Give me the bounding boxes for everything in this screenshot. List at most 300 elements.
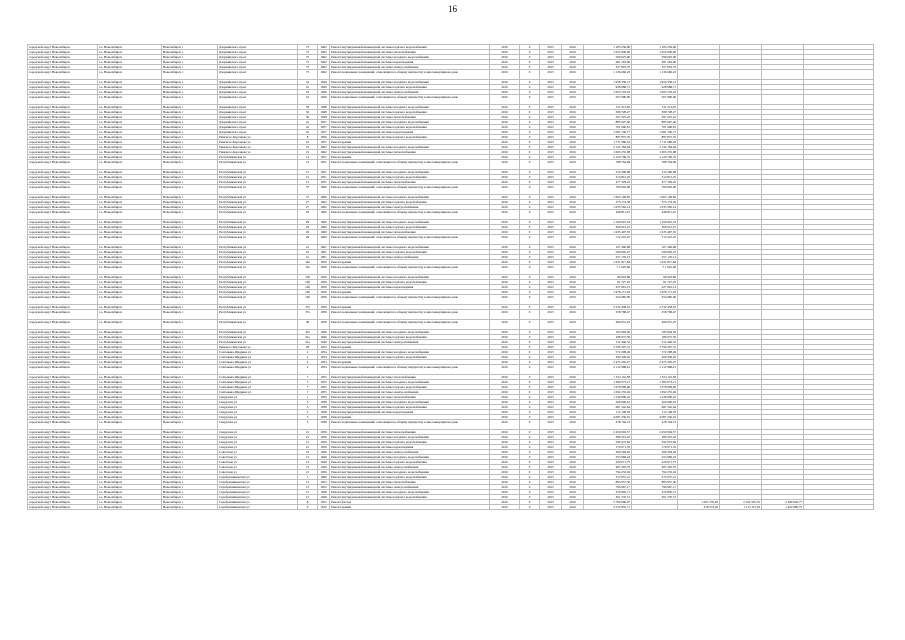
fund-cost-cell: 1 384 073,15 [632,380,678,385]
fund-cost-cell: 1 635 497,55 [632,230,678,235]
municipality-cell: г.о. Новосибирск [98,135,162,140]
municipality-cell: г.о. Новосибирск [98,290,162,295]
end-year-cell: 2016 [562,430,584,435]
district-cell: городской округ Новосибирск [28,460,98,465]
house-number-cell: 29 [298,230,318,235]
street-cell: Римского-Корсакова ул [218,145,298,150]
house-number-cell: 2 [298,350,318,355]
start-year-cell: 2015 [540,450,562,455]
district-cell: городской округ Новосибирск [28,340,98,345]
municipality-cell: г.о. Новосибирск [98,505,162,510]
city-cell: Новосибирск г [162,455,218,460]
table-row [28,265,874,275]
city-cell: Новосибирск г [162,195,218,200]
municipality-cell: г.о. Новосибирск [98,310,162,320]
start-year-cell: 2015 [540,480,562,485]
work-type-cell: Ремонт внутридомовой инженерной системы холодного водоснабжения [330,380,490,385]
municipality-cell: г.о. Новосибирск [98,255,162,260]
end-year-cell: 2016 [562,120,584,125]
work-type-cell: Ремонт крыши [330,260,490,265]
plan-year-cell: 2016 [490,250,520,255]
start-year-cell: 2015 [540,150,562,155]
total-cost-cell: 2 475 202,27 [584,360,632,365]
district-cell: городской округ Новосибирск [28,145,98,150]
work-type-cell: Ремонт внутридомовой инженерной системы холодного водоснабжения [330,80,490,85]
end-year-cell: 2016 [562,420,584,430]
house-number-cell: 29 [298,225,318,230]
end-year-cell: 2016 [562,410,584,415]
share-two-cell [720,265,762,275]
end-year-cell: 2016 [562,360,584,365]
share-one-cell [678,265,720,275]
fund-cost-cell: 597 225,22 [632,115,678,120]
municipality-cell: г.о. Новосибирск [98,185,162,195]
fund-cost-cell: 487 265,79 [632,465,678,470]
build-year-cell: 1962 [318,50,330,55]
plan-year-cell: 2016 [490,460,520,465]
total-cost-cell: 369 612,21 [584,225,632,230]
flag-cell: 0 [520,375,540,380]
share-two-cell [720,210,762,220]
plan-year-cell: 2016 [490,495,520,500]
build-year-cell: 1946 [318,335,330,340]
fund-cost-cell: 599 025,00 [632,55,678,60]
total-cost-cell: 257 135,13 [584,255,632,260]
house-number-cell: 13 [298,155,318,160]
total-cost-cell: 1 183 256,00 [584,45,632,50]
work-type-cell: Ремонт внутридомовой инженерной системы горячего водоснабжения [330,85,490,90]
end-year-cell: 2016 [562,150,584,155]
share-one-cell [678,210,720,220]
district-cell: городской округ Новосибирск [28,430,98,435]
end-year-cell: 2016 [562,395,584,400]
fund-cost-cell: 796 967,17 [632,485,678,490]
fund-cost-cell: 2 475 202,27 [632,360,678,365]
end-year-cell: 2016 [562,375,584,380]
city-cell: Новосибирск г [162,50,218,55]
city-cell: Новосибирск г [162,260,218,265]
district-cell: городской округ Новосибирск [28,200,98,205]
total-cost-cell: 2 112 968,01 [584,365,632,375]
fund-cost-cell: 887 875,35 [632,135,678,140]
fund-cost-cell: 314 396,98 [632,170,678,175]
work-type-cell: Ремонт внутридомовой инженерной системы электроснабжения [330,450,490,455]
total-cost-cell: 1 978 171,63 [584,290,632,295]
end-year-cell: 2016 [562,235,584,245]
street-cell: Республиканская ул [218,170,298,175]
fund-cost-cell: 386 201,22 [632,435,678,440]
city-cell: Новосибирск г [162,275,218,280]
work-type-cell: Ремонт внутридомовой инженерной системы холодного водоснабжения [330,350,490,355]
district-cell: городской округ Новосибирск [28,60,98,65]
work-type-cell: Ремонт внутридомовой инженерной системы холодного водоснабжения [330,490,490,495]
start-year-cell: 2015 [540,295,562,305]
fund-cost-cell: 481 263,00 [632,60,678,65]
plan-year-cell: 2016 [490,60,520,65]
build-year-cell: 1960 [318,235,330,245]
flag-cell: 0 [520,225,540,230]
municipality-cell: г.о. Новосибирск [98,430,162,435]
fund-cost-cell: 418 104,74 [632,420,678,430]
fund-cost-cell: 1 093 718,43 [632,90,678,95]
total-cost-cell: 399 594,26 [584,450,632,455]
start-year-cell: 2015 [540,80,562,85]
work-type-cell: Ремонт подвальных помещений, относящихся к общему имуществу в многоквартирном доме [330,365,490,375]
work-type-cell: Ремонт внутридомовой инженерной системы горячего водоснабжения [330,460,490,465]
flag-cell: 0 [520,170,540,175]
house-number-cell: 21 [298,440,318,445]
flag-cell: 0 [520,330,540,335]
house-number-cell: 21 [298,430,318,435]
end-year-cell: 2016 [562,70,584,80]
flag-cell: 0 [520,335,540,340]
district-cell: городской округ Новосибирск [28,410,98,415]
street-cell: Республиканская ул [218,320,298,330]
end-year-cell: 2016 [562,460,584,465]
street-cell: Республиканская ул [218,275,298,280]
city-cell: Новосибирск г [162,70,218,80]
build-year-cell: 1960 [318,475,330,480]
share-one-cell [678,420,720,430]
work-type-cell: Ремонт внутридомовой инженерной системы электроснабжения [330,340,490,345]
street-cell: Республиканская ул [218,335,298,340]
plan-year-cell: 2016 [490,85,520,90]
total-cost-cell: 794 233,04 [584,470,632,475]
fund-cost-cell: 511 213,02 [632,105,678,110]
fund-cost-cell: 227 991,13 [632,285,678,290]
plan-year-cell: 2016 [490,55,520,60]
end-year-cell: 2016 [562,340,584,345]
flag-cell: 0 [520,320,540,330]
plan-year-cell: 2016 [490,285,520,290]
city-cell: Новосибирск г [162,495,218,500]
total-cost-cell: 481 263,00 [584,60,632,65]
street-cell: Дзержинского пр-кт [218,90,298,95]
city-cell: Новосибирск г [162,180,218,185]
plan-year-cell: 2016 [490,95,520,105]
end-year-cell: 2016 [562,310,584,320]
start-year-cell: 2015 [540,90,562,95]
total-cost-cell: 487 265,79 [584,465,632,470]
end-year-cell: 2016 [562,290,584,295]
flag-cell: 0 [520,130,540,135]
build-year-cell: 1949 [318,455,330,460]
start-year-cell: 2015 [540,160,562,170]
build-year-cell: 1959 [318,305,330,310]
municipality-cell: г.о. Новосибирск [98,230,162,235]
municipality-cell: г.о. Новосибирск [98,400,162,405]
build-year-cell: 1949 [318,90,330,95]
plan-year-cell: 2016 [490,295,520,305]
start-year-cell: 2015 [540,245,562,250]
work-type-cell: Ремонт крыши [330,155,490,160]
total-cost-cell: 448 811,25 [584,210,632,220]
total-cost-cell: 258 768,47 [584,310,632,320]
house-number-cell: 16б [298,285,318,290]
district-cell: городской округ Новосибирск [28,175,98,180]
street-cell: Римского-Корсакова ул [218,150,298,155]
end-year-cell: 2016 [562,380,584,385]
city-cell: Новосибирск г [162,390,218,395]
city-cell: Новосибирск г [162,125,218,130]
notes-cell [804,365,874,375]
end-year-cell: 2016 [562,330,584,335]
plan-year-cell: 2016 [490,330,520,335]
start-year-cell: 2015 [540,55,562,60]
plan-year-cell: 2016 [490,160,520,170]
build-year-cell: 1955 [318,385,330,390]
street-cell: Дзержинского пр-кт [218,110,298,115]
street-cell: Республиканская ул [218,210,298,220]
street-cell: Римского-Корсакова ул [218,135,298,140]
flag-cell: 0 [520,260,540,265]
work-type-cell: Ремонт внутридомовой инженерной системы горячего водоснабжения [330,45,490,50]
total-cost-cell: 572 298,49 [584,350,632,355]
district-cell: городской округ Новосибирск [28,395,98,400]
house-number-cell: 16б [298,275,318,280]
share-one-cell: 418 274,65 [678,505,720,510]
work-type-cell: Ремонт крыши [330,305,490,310]
municipality-cell: г.о. Новосибирск [98,70,162,80]
start-year-cell: 2015 [540,50,562,55]
city-cell: Новосибирск г [162,420,218,430]
municipality-cell: г.о. Новосибирск [98,480,162,485]
house-number-cell: 30 [298,115,318,120]
fund-cost-cell: 369 349,02 [632,355,678,360]
house-number-cell: 27 [298,200,318,205]
city-cell: Новосибирск г [162,235,218,245]
share-three-cell [762,295,804,305]
plan-year-cell: 2016 [490,280,520,285]
street-cell: Дзержинского пр-кт [218,115,298,120]
district-cell: городской округ Новосибирск [28,405,98,410]
house-number-cell: 16б [298,290,318,295]
plan-year-cell: 2016 [490,420,520,430]
district-cell: городской округ Новосибирск [28,435,98,440]
end-year-cell: 2016 [562,65,584,70]
flag-cell: 0 [520,430,540,435]
total-cost-cell: 1 635 497,55 [584,230,632,235]
fund-cost-cell: 266 990,61 [632,400,678,405]
municipality-cell: г.о. Новосибирск [98,295,162,305]
plan-year-cell: 2016 [490,390,520,395]
build-year-cell: 1962 [318,45,330,50]
build-year-cell: 1948 [318,105,330,110]
flag-cell: 0 [520,380,540,385]
end-year-cell: 2016 [562,350,584,355]
municipality-cell: г.о. Новосибирск [98,170,162,175]
municipality-cell: г.о. Новосибирск [98,405,162,410]
municipality-cell: г.о. Новосибирск [98,155,162,160]
plan-year-cell: 2016 [490,475,520,480]
house-number-cell: 41 [298,250,318,255]
end-year-cell: 2016 [562,245,584,250]
share-one-cell [678,160,720,170]
work-type-cell: Ремонт внутридомовой инженерной системы горячего водоснабжения [330,385,490,390]
flag-cell: 0 [520,505,540,510]
build-year-cell: 1962 [318,60,330,65]
municipality-cell: г.о. Новосибирск [98,65,162,70]
house-number-cell: 13 [298,465,318,470]
district-cell: городской округ Новосибирск [28,485,98,490]
flag-cell: 0 [520,420,540,430]
start-year-cell: 2015 [540,85,562,90]
flag-cell: 0 [520,460,540,465]
municipality-cell: г.о. Новосибирск [98,385,162,390]
municipality-cell: г.о. Новосибирск [98,340,162,345]
street-cell: Дзержинского пр-кт [218,55,298,60]
city-cell: Новосибирск г [162,60,218,65]
start-year-cell: 2015 [540,280,562,285]
district-cell: городской округ Новосибирск [28,450,98,455]
start-year-cell: 2015 [540,180,562,185]
build-year-cell: 1961 [318,250,330,255]
work-type-cell: Ремонт внутридомовой инженерной системы водоотведения [330,445,490,450]
city-cell: Новосибирск г [162,105,218,110]
work-type-cell: Ремонт внутридомовой инженерной системы холодного водоснабжения [330,435,490,440]
share-three-cell [762,160,804,170]
house-number-cell: 2а [298,130,318,135]
total-cost-cell: 369 349,02 [584,355,632,360]
capital-repair-register-table [27,44,874,510]
total-cost-cell: 709 902,00 [584,185,632,195]
work-type-cell: Ремонт внутридомовой инженерной системы холодного водоснабжения [330,455,490,460]
total-cost-cell: 712 210,25 [584,235,632,245]
total-cost-cell: 796 967,17 [584,485,632,490]
municipality-cell: г.о. Новосибирск [98,355,162,360]
build-year-cell: 1952 [318,500,330,505]
build-year-cell: 1950 [318,295,330,305]
work-type-cell: Ремонт внутридомовой инженерной системы электроснабжения [330,485,490,490]
start-year-cell: 2015 [540,225,562,230]
build-year-cell: 1950 [318,285,330,290]
street-cell: Свердлова ул [218,435,298,440]
plan-year-cell: 2016 [490,50,520,55]
end-year-cell: 2016 [562,260,584,265]
house-number-cell: 13 [298,485,318,490]
fund-cost-cell: 885 607,46 [632,120,678,125]
city-cell: Новосибирск г [162,245,218,250]
street-cell: Серебренниковская ул [218,500,298,505]
total-cost-cell: 86 943,80 [584,275,632,280]
fund-cost-cell: 369 612,21 [632,225,678,230]
build-year-cell: 1955 [318,375,330,380]
fund-cost-cell: 1 052 000,00 [632,50,678,55]
start-year-cell: 2015 [540,125,562,130]
municipality-cell: г.о. Новосибирск [98,125,162,130]
district-cell: городской округ Новосибирск [28,505,98,510]
end-year-cell: 2016 [562,185,584,195]
total-cost-cell: 599 025,00 [584,55,632,60]
plan-year-cell: 2016 [490,195,520,200]
plan-year-cell: 2016 [490,255,520,260]
table-row [28,70,874,80]
flag-cell: 0 [520,475,540,480]
build-year-cell: 1950 [318,290,330,295]
district-cell: городской округ Новосибирск [28,85,98,90]
notes-cell [804,235,874,245]
build-year-cell: 1960 [318,210,330,220]
start-year-cell: 2015 [540,375,562,380]
build-year-cell: 1949 [318,460,330,465]
district-cell: городской округ Новосибирск [28,305,98,310]
city-cell: Новосибирск г [162,155,218,160]
start-year-cell: 2015 [540,350,562,355]
fund-cost-cell: 373 174,56 [632,200,678,205]
fund-cost-cell: 86 943,80 [632,275,678,280]
start-year-cell: 2015 [540,45,562,50]
total-cost-cell: 229 671,75 [584,460,632,465]
work-type-cell: Ремонт внутридомовой инженерной системы холодного водоснабжения [330,330,490,335]
house-number-cell: 10 [298,140,318,145]
municipality-cell: г.о. Новосибирск [98,235,162,245]
fund-cost-cell: 7 1 925,60 [632,265,678,275]
flag-cell: 0 [520,220,540,225]
district-cell: городской округ Новосибирск [28,140,98,145]
total-cost-cell: 3 796 307,31 [584,345,632,350]
end-year-cell: 2016 [562,365,584,375]
house-number-cell: 16а [298,265,318,275]
street-cell: Республиканская ул [218,280,298,285]
start-year-cell: 2015 [540,345,562,350]
house-number-cell: 75 [298,45,318,50]
house-number-cell: 39 [298,320,318,330]
city-cell: Новосибирск г [162,445,218,450]
house-number-cell: 75 [298,50,318,55]
street-cell: Свердлова ул [218,415,298,420]
work-type-cell: Ремонт внутридомовой инженерной системы горячего водоснабжения [330,175,490,180]
total-cost-cell: 112 148,78 [584,410,632,415]
street-cell: Республиканская ул [218,330,298,335]
plan-year-cell: 2016 [490,200,520,205]
district-cell: городской округ Новосибирск [28,490,98,495]
fund-cost-cell: 681 542,64 [632,405,678,410]
fund-cost-cell: 1 035 502,14 [632,205,678,210]
fund-cost-cell: 1 169 691,19 [632,220,678,225]
street-cell: Салтыкова-Щедрина ул [218,390,298,395]
house-number-cell: 30 [298,105,318,110]
plan-year-cell: 2016 [490,245,520,250]
house-number-cell: 75 [298,70,318,80]
house-number-cell: 8 [298,135,318,140]
street-cell: Свердлова ул [218,405,298,410]
share-two-cell [720,160,762,170]
build-year-cell: 1962 [318,150,330,155]
street-cell: Советская ул [218,460,298,465]
district-cell: городской округ Новосибирск [28,235,98,245]
total-cost-cell: 361 576,51 [584,495,632,500]
city-cell: Новосибирск г [162,460,218,465]
house-number-cell: 41а [298,335,318,340]
plan-year-cell: 2016 [490,305,520,310]
municipality-cell: г.о. Новосибирск [98,410,162,415]
total-cost-cell: 477 329,45 [584,180,632,185]
end-year-cell: 2016 [562,285,584,290]
house-number-cell: 75 [298,65,318,70]
total-cost-cell: 1 035 502,14 [584,205,632,210]
flag-cell: 0 [520,410,540,415]
end-year-cell: 2016 [562,320,584,330]
fund-cost-cell: 361 576,51 [632,495,678,500]
flag-cell: 0 [520,295,540,305]
street-cell: Серебренниковская ул [218,505,298,510]
end-year-cell: 2016 [562,160,584,170]
flag-cell: 0 [520,415,540,420]
flag-cell: 0 [520,110,540,115]
fund-cost-cell: 1 005 109,85 [632,195,678,200]
flag-cell: 0 [520,405,540,410]
municipality-cell: г.о. Новосибирск [98,495,162,500]
